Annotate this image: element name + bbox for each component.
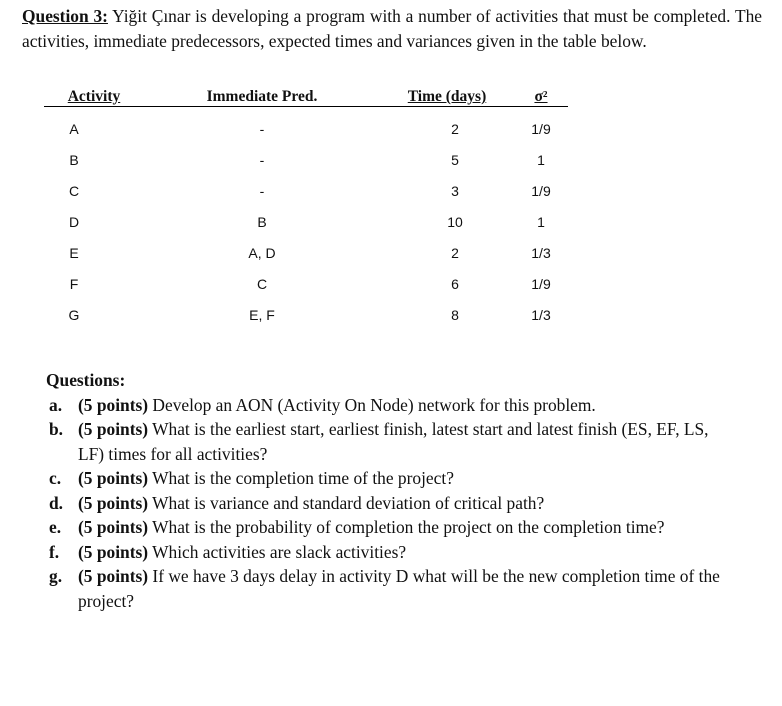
question-points: (5 points) xyxy=(78,394,149,415)
cell-activity: A xyxy=(69,121,79,137)
cell-pred: E, F xyxy=(249,307,275,323)
question-item xyxy=(46,393,726,418)
cell-time: 2 xyxy=(451,121,459,137)
cell-pred: A, D xyxy=(248,245,276,261)
header-immediate-pred: Immediate Pred. xyxy=(206,88,318,105)
question-points: (5 points) xyxy=(78,566,149,586)
question-text: If we have 3 days delay in activity D what will be the new completion time of the project? xyxy=(78,566,720,611)
cell-pred: - xyxy=(259,183,265,199)
question-label: Question 3: xyxy=(22,6,108,26)
question-points: (5 points) xyxy=(78,468,149,488)
question-item xyxy=(46,540,726,565)
question-text: What is the earliest start, earliest finish, latest start and latest finish (ES, EF, LS, LF) times for all activities? xyxy=(78,419,709,464)
question-points: (5 points) xyxy=(78,517,149,537)
cell-time: 3 xyxy=(451,183,459,199)
cell-variance: 1/3 xyxy=(531,307,551,323)
cell-activity: C xyxy=(68,183,80,199)
cell-variance: 1 xyxy=(537,214,545,230)
question-points: (5 points) xyxy=(78,541,149,562)
question-letter: c. xyxy=(49,468,62,488)
header-rule xyxy=(44,106,568,107)
cell-pred: - xyxy=(259,121,265,137)
cell-pred: C xyxy=(256,276,268,292)
question-text: What is variance and standard deviation of critical path? xyxy=(148,492,545,513)
question-item xyxy=(46,417,726,466)
cell-time: 8 xyxy=(451,307,459,323)
cell-variance: 1/9 xyxy=(531,276,551,292)
question-text: What is the probability of completion the project on the completion time? xyxy=(148,517,665,537)
cell-variance: 1/9 xyxy=(531,121,551,137)
cell-variance: 1 xyxy=(537,152,545,168)
question-points: (5 points) xyxy=(78,419,149,439)
header-activity: Activity xyxy=(67,88,121,105)
question-text: Develop an AON (Activity On Node) network for this problem. xyxy=(148,394,596,415)
cell-time: 10 xyxy=(447,214,463,230)
activity-table xyxy=(0,0,782,340)
questions-list xyxy=(46,393,726,614)
questions-section xyxy=(46,368,726,613)
question-intro-text: Yiğit Çınar is developing a program with a number of activities that must be completed. The activities, immediate predecessors, expected times and variances given in the table below. xyxy=(22,6,762,51)
cell-variance: 1/9 xyxy=(531,183,551,199)
questions-title: Questions: xyxy=(46,370,126,390)
cell-activity: D xyxy=(68,214,80,230)
cell-variance: 1/3 xyxy=(531,245,551,261)
cell-activity: G xyxy=(68,307,80,323)
cell-time: 2 xyxy=(451,245,459,261)
question-text: Which activities are slack activities? xyxy=(148,541,407,562)
question-letter: g. xyxy=(49,566,63,586)
question-item xyxy=(46,491,726,516)
question-letter: b. xyxy=(49,419,64,439)
question-item xyxy=(46,466,726,491)
header-time: Time (days) xyxy=(407,88,487,105)
question-text: What is the completion time of the project? xyxy=(148,468,454,488)
cell-activity: F xyxy=(69,276,79,292)
question-letter: f. xyxy=(49,541,60,562)
header-variance: σ² xyxy=(534,88,548,105)
cell-time: 6 xyxy=(451,276,459,292)
cell-pred: - xyxy=(259,152,265,168)
question-letter: a. xyxy=(49,394,63,415)
cell-time: 5 xyxy=(451,152,459,168)
question-item xyxy=(46,515,726,540)
question-points: (5 points) xyxy=(78,492,149,513)
cell-activity: B xyxy=(69,152,79,168)
question-letter: e. xyxy=(49,517,62,537)
question-letter: d. xyxy=(49,492,64,513)
cell-activity: E xyxy=(69,245,79,261)
question-item xyxy=(46,564,726,613)
cell-pred: B xyxy=(257,214,267,230)
